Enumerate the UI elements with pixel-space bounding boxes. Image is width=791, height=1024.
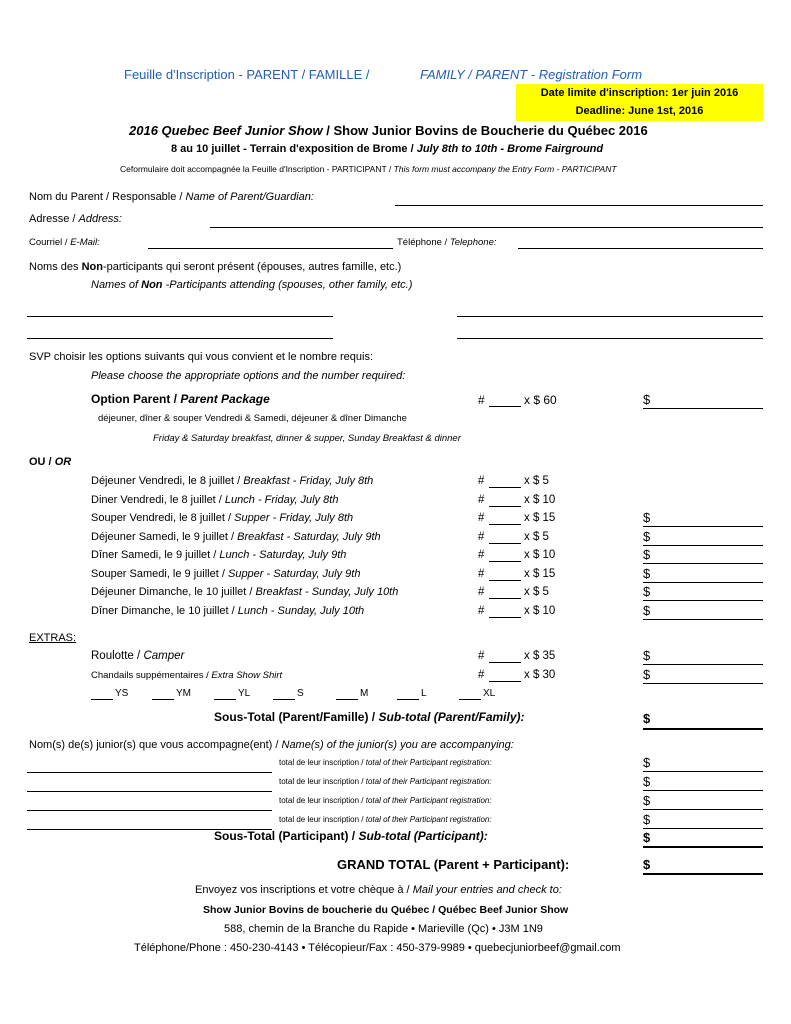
subtotal-participant-label <box>214 829 488 844</box>
meal-price: x $ 10 <box>524 605 556 617</box>
nonparticipant-field-2[interactable] <box>457 316 763 317</box>
package-desc-fr: déjeuner, dîner & souper Vendredi & Samedi, déjeuner & dîner Dimanche <box>98 413 407 424</box>
meal-hash: # <box>478 494 485 506</box>
meal-label-fr: Déjeuner Dimanche, le 10 juillet / <box>91 586 253 598</box>
or-label <box>29 455 71 469</box>
show-dates <box>171 142 603 156</box>
junior-dollar: $ <box>643 793 651 808</box>
meal-label-fr: Souper Samedi, le 9 juillet / <box>91 568 225 580</box>
subtotal-participant-fr: Sous-Total (Participant) / <box>214 829 356 843</box>
juniors-label <box>29 738 514 752</box>
send-fr: Envoyez vos inscriptions et votre chèque à / <box>195 884 410 896</box>
size-qty-field[interactable] <box>152 699 174 700</box>
address-label <box>29 212 122 226</box>
subtotal-participant-en: Sub-total (Participant): <box>358 829 488 843</box>
size-qty-field[interactable] <box>273 699 295 700</box>
deadline-en: Deadline: June 1st, 2016 <box>575 105 704 117</box>
phone-label-en: Telephone: <box>449 237 497 248</box>
meal-price: x $ 5 <box>524 586 549 598</box>
meal-label-fr: Dîner Dimanche, le 10 juillet / <box>91 605 235 617</box>
deadline-box <box>516 84 763 121</box>
show-dates-fr: 8 au 10 juillet - Terrain d'exposition de Brome / <box>171 143 414 155</box>
organization-address: 588, chemin de la Branche du Rapide • Marieville (Qc) • J3M 1N9 <box>224 923 543 935</box>
junior-total-field[interactable] <box>643 771 763 772</box>
send-instructions <box>195 883 562 897</box>
send-en: Mail your entries and check to: <box>412 884 562 896</box>
package-dollar: $ <box>643 392 651 407</box>
nonparticipant-field-3[interactable] <box>27 338 333 339</box>
meal-label-en: Lunch - Saturday, July 9th <box>219 549 347 561</box>
camper-fr: Roulotte / <box>91 650 141 662</box>
meal-label <box>91 604 364 618</box>
package-fr: Option Parent / <box>91 392 178 406</box>
parent-name-label-en: Name of Parent/Guardian: <box>185 191 314 203</box>
junior-name-field[interactable] <box>27 791 272 792</box>
grand-total-field[interactable] <box>643 873 763 875</box>
meal-label-fr: Déjeuner Samedi, le 9 juillet / <box>91 531 235 543</box>
junior-total-en: total of their Participant registration: <box>365 777 492 786</box>
meal-label-en: Lunch - Sunday, July 10th <box>237 605 365 617</box>
subtotal-parent-field[interactable] <box>643 728 763 730</box>
email-label-fr: Courriel / <box>29 237 68 248</box>
nonparticipants-label-en <box>91 278 412 292</box>
junior-total-label <box>279 815 492 825</box>
meal-label <box>91 548 346 562</box>
meal-total-field[interactable] <box>643 619 763 620</box>
np-fr-b: Non <box>81 261 103 273</box>
meal-qty-field[interactable] <box>489 543 521 544</box>
package-total-field[interactable] <box>643 408 763 409</box>
phone-field[interactable] <box>518 248 763 249</box>
email-field[interactable] <box>148 248 393 249</box>
size-qty-field[interactable] <box>397 699 419 700</box>
meal-label-en: Supper - Saturday, July 9th <box>227 568 361 580</box>
subtotal-parent-label <box>214 710 525 725</box>
meal-label-fr: Diner Vendredi, le 8 juillet / <box>91 494 222 506</box>
junior-total-fr: total de leur inscription / <box>279 777 364 786</box>
subtotal-parent-fr: Sous-Total (Parent/Famille) / <box>214 710 376 724</box>
meal-dollar: $ <box>643 584 651 599</box>
meal-hash: # <box>478 531 485 543</box>
meal-label-en: Breakfast - Saturday, July 9th <box>237 531 381 543</box>
or-en: OR <box>54 456 72 468</box>
juniors-label-en: Name(s) of the junior(s) you are accompanying: <box>281 739 514 751</box>
meal-hash: # <box>478 549 485 561</box>
meal-price: x $ 15 <box>524 512 556 524</box>
meal-price: x $ 10 <box>524 494 556 506</box>
shirt-qty-field[interactable] <box>489 681 521 682</box>
deadline-fr: Date limite d'inscription: 1er juin 2016 <box>540 87 739 99</box>
juniors-label-fr: Nom(s) de(s) junior(s) que vous accompagne(ent) / <box>29 739 279 751</box>
or-fr: OU / <box>29 456 52 468</box>
meal-total-field[interactable] <box>643 563 763 564</box>
meal-label-fr: Déjeuner Vendredi, le 8 juillet / <box>91 475 241 487</box>
meal-price: x $ 10 <box>524 549 556 561</box>
junior-total-label <box>279 777 492 787</box>
choose-options-en: Please choose the appropriate options and the number required: <box>91 370 406 382</box>
np-en-b: Non <box>141 279 163 291</box>
package-qty-field[interactable] <box>489 406 521 407</box>
shirt-total-field[interactable] <box>643 683 763 684</box>
meal-label-fr: Dîner Samedi, le 9 juillet / <box>91 549 217 561</box>
np-en-c: -Participants attending (spouses, other family, etc.) <box>162 279 413 291</box>
choose-options-fr: SVP choisir les options suivants qui vous convient et le nombre requis: <box>29 351 374 363</box>
camper-hash: # <box>478 650 485 662</box>
show-title <box>129 123 648 139</box>
meal-total-field[interactable] <box>643 545 763 546</box>
size-label: L <box>421 688 427 699</box>
nonparticipants-label-fr <box>29 260 401 274</box>
meal-total-field[interactable] <box>643 582 763 583</box>
parent-name-label-fr: Nom du Parent / Responsable / <box>29 191 183 203</box>
meal-qty-field[interactable] <box>489 617 521 618</box>
size-label: YL <box>238 688 251 699</box>
accompany-note-en: This form must accompany the Entry Form - PARTICIPANT <box>393 164 617 174</box>
meal-dollar: $ <box>643 603 651 618</box>
junior-dollar: $ <box>643 755 651 770</box>
subtotal-participant-dollar: $ <box>643 830 651 845</box>
nonparticipant-field-1[interactable] <box>27 316 333 317</box>
meal-qty-field[interactable] <box>489 561 521 562</box>
show-title-fr: / Show Junior Bovins de Boucherie du Québec 2016 <box>322 123 648 138</box>
junior-total-en: total of their Participant registration: <box>365 815 492 824</box>
camper-label <box>91 649 184 663</box>
meal-label <box>91 474 373 488</box>
address-label-en: Address: <box>78 213 122 225</box>
parent-name-label <box>29 190 314 204</box>
subtotal-participant-field[interactable] <box>643 846 763 848</box>
size-qty-field[interactable] <box>459 699 481 700</box>
junior-total-label <box>279 796 492 806</box>
form-title-en: FAMILY / PARENT - Registration Form <box>420 67 643 82</box>
organization-contact: Téléphone/Phone : 450-230-4143 • Télécopieur/Fax : 450-379-9989 • quebecjuniorbeef@gmail.com <box>134 942 621 954</box>
package-hash: # <box>478 393 485 407</box>
junior-name-field[interactable] <box>27 772 272 773</box>
size-label: S <box>297 688 304 699</box>
meal-total-field[interactable] <box>643 526 763 527</box>
meal-label <box>91 567 360 581</box>
size-label: YS <box>115 688 129 699</box>
junior-total-en: total of their Participant registration: <box>365 796 492 805</box>
shirt-label <box>91 669 282 683</box>
package-desc-en: Friday & Saturday breakfast, dinner & supper, Sunday Breakfast & dinner <box>153 433 461 444</box>
np-fr-a: Noms des <box>29 261 82 273</box>
meal-label-en: Breakfast - Sunday, July 10th <box>255 586 399 598</box>
size-qty-field[interactable] <box>336 699 358 700</box>
junior-total-field[interactable] <box>643 828 763 829</box>
meal-total-field[interactable] <box>643 600 763 601</box>
meal-label <box>91 493 338 507</box>
meal-label <box>91 585 398 599</box>
meal-price: x $ 15 <box>524 568 556 580</box>
meal-hash: # <box>478 512 485 524</box>
shirt-dollar: $ <box>643 667 651 682</box>
address-label-fr: Adresse / <box>29 213 76 225</box>
meal-label <box>91 530 381 544</box>
meal-hash: # <box>478 605 485 617</box>
np-en-a: Names of <box>91 279 142 291</box>
parent-package-label <box>91 392 270 407</box>
camper-total-field[interactable] <box>643 664 763 665</box>
grand-total-label: GRAND TOTAL (Parent + Participant): <box>337 857 570 872</box>
show-title-en: 2016 Quebec Beef Junior Show <box>129 123 323 138</box>
shirt-fr: Chandails suppémentaires / <box>91 670 209 681</box>
meal-dollar: $ <box>643 547 651 562</box>
meal-label-en: Lunch - Friday, July 8th <box>224 494 339 506</box>
subtotal-parent-en: Sub-total (Parent/Family): <box>378 710 525 724</box>
camper-price: x $ 35 <box>524 650 556 662</box>
phone-label <box>397 236 497 250</box>
meal-qty-field[interactable] <box>489 598 521 599</box>
meal-price: x $ 5 <box>524 531 549 543</box>
accompany-note-fr: Ceformulaire doit accompagnée la Feuille d'Inscription - PARTICIPANT / <box>120 164 392 174</box>
meal-qty-field[interactable] <box>489 580 521 581</box>
meal-dollar: $ <box>643 566 651 581</box>
junior-total-fr: total de leur inscription / <box>279 796 364 805</box>
email-label-en: E-Mail: <box>70 237 100 248</box>
camper-dollar: $ <box>643 648 651 663</box>
camper-qty-field[interactable] <box>489 662 521 663</box>
meal-label-fr: Souper Vendredi, le 8 juillet / <box>91 512 232 524</box>
shirt-hash: # <box>478 669 485 681</box>
shirt-en: Extra Show Shirt <box>211 670 283 681</box>
grand-total-dollar: $ <box>643 857 651 872</box>
nonparticipant-field-4[interactable] <box>457 338 763 339</box>
meal-hash: # <box>478 586 485 598</box>
camper-en: Camper <box>143 650 185 662</box>
junior-total-field[interactable] <box>643 809 763 810</box>
meal-qty-field[interactable] <box>489 487 521 488</box>
junior-total-fr: total de leur inscription / <box>279 815 364 824</box>
junior-dollar: $ <box>643 812 651 827</box>
junior-total-field[interactable] <box>643 790 763 791</box>
np-fr-c: -participants qui seront présent (épouses, autres famille, etc.) <box>102 261 402 273</box>
junior-dollar: $ <box>643 774 651 789</box>
meal-hash: # <box>478 475 485 487</box>
junior-total-fr: total de leur inscription / <box>279 758 364 767</box>
meal-price: x $ 5 <box>524 475 549 487</box>
organization-name: Show Junior Bovins de boucherie du Québec / Québec Beef Junior Show <box>203 904 569 916</box>
junior-total-en: total of their Participant registration: <box>365 758 492 767</box>
meal-qty-field[interactable] <box>489 506 521 507</box>
size-qty-field[interactable] <box>91 699 113 700</box>
size-qty-field[interactable] <box>214 699 236 700</box>
form-title-fr: Feuille d'Inscription - PARENT / FAMILLE / <box>124 67 370 82</box>
meal-dollar: $ <box>643 529 651 544</box>
meal-label-en: Breakfast - Friday, July 8th <box>243 475 374 487</box>
meal-hash: # <box>478 568 485 580</box>
meal-dollar: $ <box>643 510 651 525</box>
meal-label <box>91 511 353 525</box>
package-price: x $ 60 <box>524 393 557 407</box>
extras-label: EXTRAS: <box>29 632 77 644</box>
size-label: XL <box>483 688 496 699</box>
junior-total-label <box>279 758 492 768</box>
accompany-note <box>120 163 617 175</box>
parent-name-field[interactable] <box>395 205 763 206</box>
meal-qty-field[interactable] <box>489 524 521 525</box>
phone-label-fr: Téléphone / <box>397 237 448 248</box>
address-field[interactable] <box>210 227 763 228</box>
size-label: M <box>360 688 369 699</box>
junior-name-field[interactable] <box>27 810 272 811</box>
email-label <box>29 236 100 250</box>
package-en: Parent Package <box>180 392 270 406</box>
show-dates-en: July 8th to 10th - Brome Fairground <box>413 143 604 155</box>
size-label: YM <box>176 688 191 699</box>
meal-label-en: Supper - Friday, July 8th <box>234 512 354 524</box>
shirt-price: x $ 30 <box>524 669 556 681</box>
subtotal-parent-dollar: $ <box>643 711 651 726</box>
